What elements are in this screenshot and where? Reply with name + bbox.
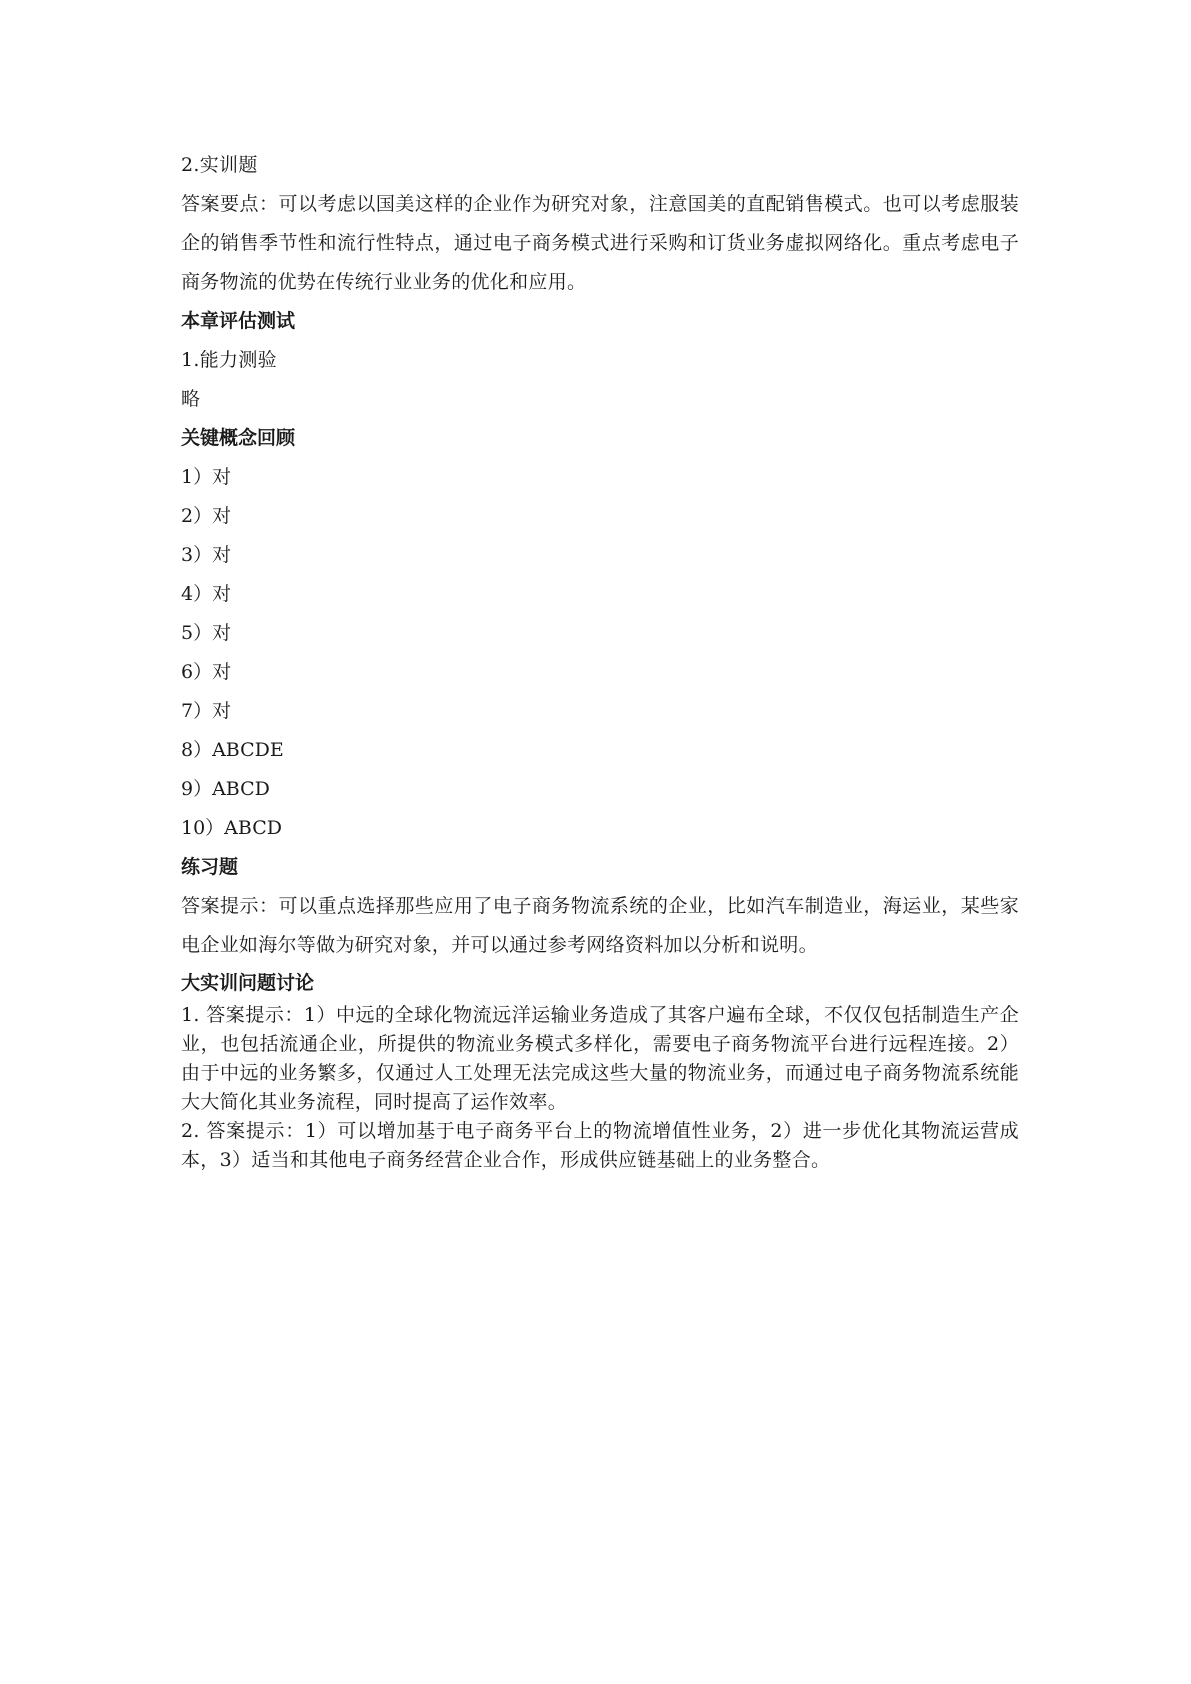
ability-test-answer: 略 [181,388,201,410]
key-concepts-heading: 关键概念回顾 [181,427,296,449]
list-item: 8）ABCDE [181,739,284,761]
discussion-answer-1: 1. 答案提示：1）中远的全球化物流远洋运输业务造成了其客户遍布全球，不仅仅包括制造生产企业，也包括流通企业，所提供的物流业务模式多样化，需要电子商务物流平台进行远程连接。2）由于中远的业务繁多，仅通过人工处理无法完成这些大量的物流业务，而通过电子商务物流系统能大大简化其业务流程，同时提高了运作效率。 [181,1004,1019,1113]
list-item: 5）对 [181,622,232,644]
assessment-heading: 本章评估测试 [181,310,296,332]
exercises-heading: 练习题 [181,856,239,878]
document-body [181,146,1019,1175]
training-answer: 答案要点：可以考虑以国美这样的企业作为研究对象，注意国美的直配销售模式。也可以考虑服装企的销售季节性和流行性特点，通过电子商务模式进行采购和订货业务虚拟网络化。重点考虑电子商务物流的优势在传统行业业务的优化和应用。 [181,193,1019,293]
list-item: 6）对 [181,661,232,683]
training-title: 2.实训题 [181,154,258,176]
key-concepts-list [181,458,1019,848]
list-item: 2）对 [181,505,232,527]
list-item: 7）对 [181,700,232,722]
list-item: 1）对 [181,466,232,488]
exercises-answer: 答案提示：可以重点选择那些应用了电子商务物流系统的企业，比如汽车制造业，海运业，某些家电企业如海尔等做为研究对象，并可以通过参考网络资料加以分析和说明。 [181,895,1019,956]
list-item: 10）ABCD [181,817,282,839]
list-item: 9）ABCD [181,778,270,800]
ability-test-title: 1.能力测验 [181,349,277,371]
list-item: 4）对 [181,583,232,605]
discussion-answer-2: 2. 答案提示：1）可以增加基于电子商务平台上的物流增值性业务，2）进一步优化其物流运营成本，3）适当和其他电子商务经营企业合作，形成供应链基础上的业务整合。 [181,1120,1019,1171]
list-item: 3）对 [181,544,232,566]
discussion-heading: 大实训问题讨论 [181,972,315,994]
